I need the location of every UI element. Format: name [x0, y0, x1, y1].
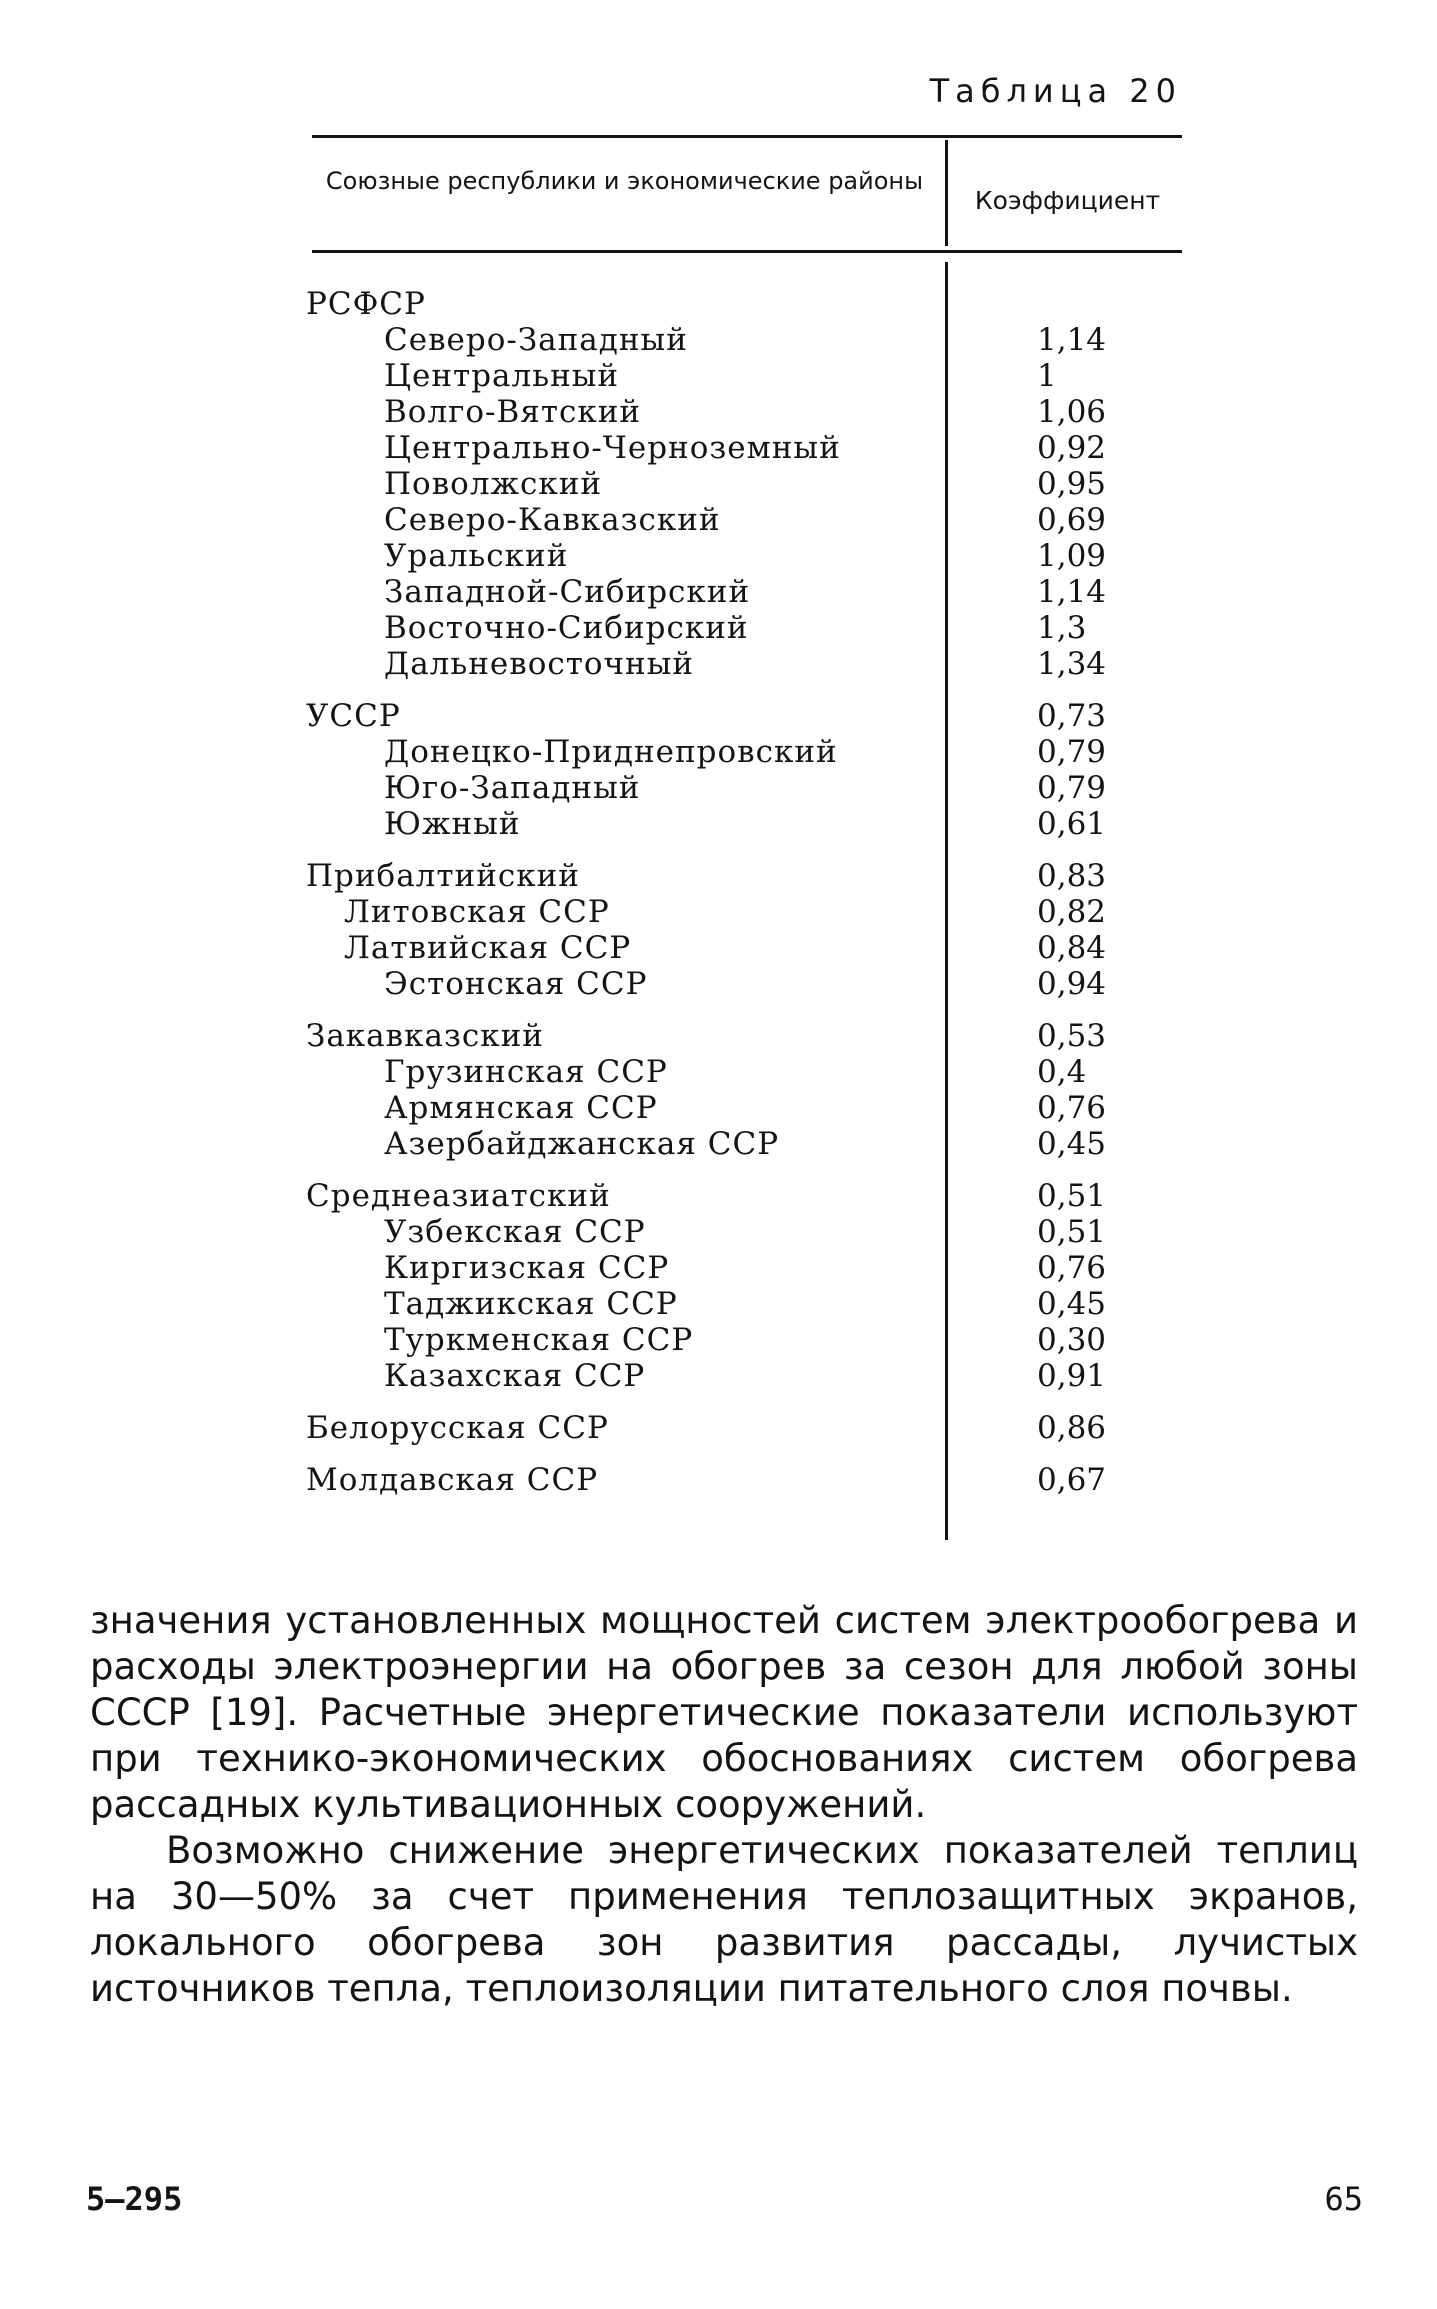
region-name: Киргизская ССР: [384, 1250, 670, 1286]
region-name: Донецко-Приднепровский: [384, 734, 838, 770]
header-coefficient: Коэффициент: [974, 186, 1161, 215]
table-row: [0, 1090, 1437, 1126]
region-name: Прибалтийский: [306, 858, 580, 894]
coefficient-value: 0,73: [1037, 698, 1107, 734]
table-row-group: [0, 1178, 1437, 1214]
region-name: Эстонская ССР: [384, 966, 648, 1002]
region-name: Литовская ССР: [344, 894, 610, 930]
region-name: Азербайджанская ССР: [384, 1126, 780, 1162]
table-row-group: [0, 858, 1437, 894]
paragraph: значения установленных мощностей систем электрообогрева и расходы электроэнергии на обогрев за сезон для любой зоны СССР [19]. Расчетные энергетические показатели используют при технико-экономических обоснованиях систем обогрева рассадных культивационных сооружений.: [90, 1599, 1358, 1826]
coefficient-value: 1: [1037, 358, 1057, 394]
region-name: Молдавская ССР: [306, 1462, 599, 1498]
coefficient-value: 0,82: [1037, 894, 1107, 930]
coefficient-value: 0,53: [1037, 1018, 1107, 1054]
table-row: [0, 930, 1437, 966]
coefficient-value: 1,09: [1037, 538, 1107, 574]
coefficient-value: 0,4: [1037, 1054, 1087, 1090]
table-row: [0, 394, 1437, 430]
coefficient-value: 0,76: [1037, 1090, 1107, 1126]
coefficient-value: 0,94: [1037, 966, 1107, 1002]
table-row: [0, 358, 1437, 394]
region-name: Волго-Вятский: [384, 394, 642, 430]
table-row: [0, 806, 1437, 842]
coefficient-value: 0,92: [1037, 430, 1107, 466]
region-name: Южный: [384, 806, 521, 842]
table-row: [0, 1126, 1437, 1162]
table-row: [0, 770, 1437, 806]
region-name: Поволжский: [384, 466, 603, 502]
table-row: [0, 1358, 1437, 1394]
coefficient-value: 0,91: [1037, 1358, 1107, 1394]
coefficient-value: 0,61: [1037, 806, 1107, 842]
table-row-group: [0, 1018, 1437, 1054]
coefficient-value: 0,45: [1037, 1126, 1107, 1162]
coefficient-value: 0,79: [1037, 770, 1107, 806]
table-row-group: [0, 1462, 1437, 1498]
header-regions: Союзные республики и экономические районы: [325, 167, 924, 195]
table-header-rule: [312, 250, 1182, 253]
region-name: Грузинская ССР: [384, 1054, 668, 1090]
header-column-divider: [945, 140, 948, 246]
region-name: Закавказский: [306, 1018, 544, 1054]
coefficient-value: 0,67: [1037, 1462, 1107, 1498]
table-top-rule: [312, 135, 1182, 138]
table-row: [0, 1214, 1437, 1250]
region-name: Уральский: [384, 538, 569, 574]
coefficient-value: 0,79: [1037, 734, 1107, 770]
table-row: [0, 538, 1437, 574]
table-row: [0, 322, 1437, 358]
coefficient-value: 1,14: [1037, 322, 1107, 358]
page-number: 65: [1324, 2180, 1363, 2218]
region-name: Среднеазиатский: [306, 1178, 611, 1214]
coefficient-value: 1,3: [1037, 610, 1087, 646]
region-name: Дальневосточный: [384, 646, 695, 682]
coefficient-value: 0,51: [1037, 1214, 1107, 1250]
coefficient-value: 1,06: [1037, 394, 1107, 430]
table-row: [0, 966, 1437, 1002]
table-row: [0, 1054, 1437, 1090]
coefficient-value: 0,76: [1037, 1250, 1107, 1286]
region-name: Центральный: [384, 358, 620, 394]
table-row: [0, 610, 1437, 646]
table-row: [0, 894, 1437, 930]
coefficient-value: 0,69: [1037, 502, 1107, 538]
coefficient-value: 1,34: [1037, 646, 1107, 682]
region-name: Северо-Западный: [384, 322, 688, 358]
table-row: [0, 646, 1437, 682]
table-caption: Таблица 20: [929, 72, 1182, 110]
table-row: [0, 734, 1437, 770]
region-name: Армянская ССР: [384, 1090, 658, 1126]
table-row: [0, 1322, 1437, 1358]
printer-signature: 5—295: [86, 2180, 183, 2218]
coefficient-value: 0,30: [1037, 1322, 1107, 1358]
region-name: Казахская ССР: [384, 1358, 646, 1394]
region-name: Белорусская ССР: [306, 1410, 609, 1446]
table-row: [0, 466, 1437, 502]
coefficient-value: 0,86: [1037, 1410, 1107, 1446]
coefficient-value: 0,45: [1037, 1286, 1107, 1322]
table-row: [0, 1250, 1437, 1286]
paragraph: Возможно снижение энергетических показателей теплиц на 30—50% за счет применения теплозащитных экранов, локального обогрева зон развития рассады, лучистых источников тепла, теплоизоляции питательного слоя почвы.: [90, 1829, 1358, 2010]
region-name: Западной-Сибирский: [384, 574, 751, 610]
table-row: [0, 502, 1437, 538]
region-name: Северо-Кавказский: [384, 502, 721, 538]
region-name: Центрально-Черноземный: [384, 430, 841, 466]
coefficient-value: 0,83: [1037, 858, 1107, 894]
region-name: Восточно-Сибирский: [384, 610, 749, 646]
region-name: Юго-Западный: [384, 770, 641, 806]
table-body: [0, 286, 1437, 1498]
table-row: [0, 1286, 1437, 1322]
coefficient-value: 1,14: [1037, 574, 1107, 610]
body-text: [90, 1598, 1358, 2012]
coefficient-value: 0,84: [1037, 930, 1107, 966]
region-name: Туркменская ССР: [384, 1322, 694, 1358]
region-name: Узбекская ССР: [384, 1214, 646, 1250]
coefficient-value: 0,95: [1037, 466, 1107, 502]
table-row-group: [0, 286, 1437, 322]
table-row-group: [0, 698, 1437, 734]
table-row: [0, 430, 1437, 466]
table-row-group: [0, 1410, 1437, 1446]
region-name: РСФСР: [306, 286, 426, 322]
region-name: УССР: [306, 698, 401, 734]
coefficient-value: 0,51: [1037, 1178, 1107, 1214]
region-name: Латвийская ССР: [344, 930, 632, 966]
table-row: [0, 574, 1437, 610]
region-name: Таджикская ССР: [384, 1286, 678, 1322]
